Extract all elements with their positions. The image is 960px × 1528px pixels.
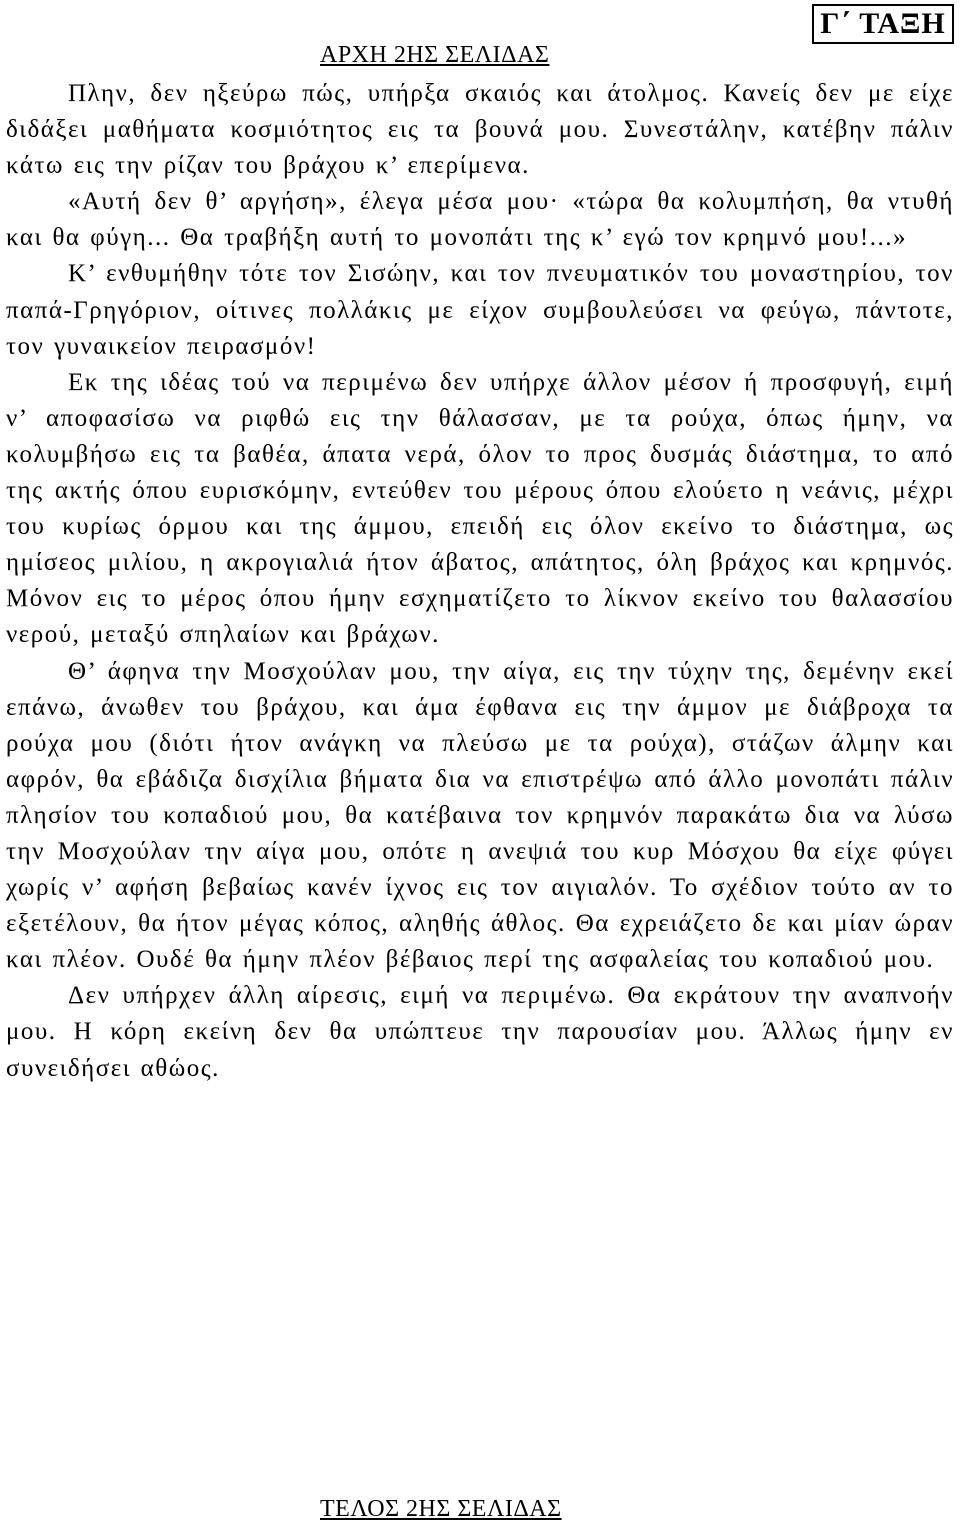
page-end-heading: ΤΕΛΟΣ 2ΗΣ ΣΕΛΙΔΑΣ [320,1496,562,1522]
passage-text [6,76,954,1087]
paragraph-6: Δεν υπήρχεν άλλη αίρεσις, ειμή να περιμένω. Θα εκράτουν την αναπνοήν μου. Η κόρη εκείνη δεν θα υπώπτευε την παρουσίαν μου. Άλλως ήμην εν συνειδήσει αθώος. [6,982,954,1082]
paragraph-2: «Αυτή δεν θ’ αργήση», έλεγα μέσα μου· «τώρα θα κολυμπήση, θα ντυθή και θα φύγη... Θα τραβήξη αυτή το μονοπάτι της κ’ εγώ τον κρημνό μου!...» [6,188,954,252]
paragraph-5: Θ’ άφηνα την Μοσχούλαν μου, την αίγα, εις την τύχην της, δεμένην εκεί επάνω, άνωθεν του βράχου, και άμα έφθανα εις την άμμον με διάβροχα τα ρούχα μου (διότι ήτον ανάγκη να πλεύσω με τα ρούχα), στάζων άλμην και αφρόν, θα εβάδιζα δισχίλια βήματα δια να επιστρέψω από άλλο μονοπάτι πάλιν πλησίον του κοπαδιού μου, θα κατέβαινα τον κρημνόν παρακάτω δια να λύσω την Μοσχούλαν την αίγα μου, οπότε η ανεψιά του κυρ Μόσχου θα είχε φύγει χωρίς ν’ αφήση βεβαίως κανέν ίχνος εις τον αιγιαλόν. Το σχέδιον τούτο αν το εξετέλουν, θα ήτον μέγας κόπος, αληθής άθλος. Θα εχρειάζετο δε και μίαν ώραν και πλέον. Ουδέ θα ήμην πλέον βέβαιος περί της ασφαλείας του κοπαδιού μου. [6,657,954,974]
paragraph-3: Κ’ ενθυμήθην τότε τον Σισώην, και τον πνευματικόν του μοναστηρίου, τον παπά-Γρηγόριον, οίτινες πολλάκις με είχον συμβουλεύσει να φεύγω, πάντοτε, τον γυναικείον πειρασμόν! [6,260,954,360]
paragraph-4: Εκ της ιδέας τού να περιμένω δεν υπήρχε άλλον μέσον ή προσφυγή, ειμή ν’ αποφασίσω να ριφθώ εις την θάλασσαν, με τα ρούχα, όπως ήμην, να κολυμβήσω εις τα βαθέα, άπατα νερά, όλον το προς δυσμάς διάστημα, το από της ακτής όπου ευρισκόμην, εντεύθεν του μέρους όπου ελούετο η νεάνις, μέχρι του κυρίως όρμου και της άμμου, επειδή εις όλον εκείνο το διάστημα, ως ημίσεος μιλίου, η ακρογιαλιά ήτον άβατος, απάτητος, όλη βράχος και κρημνός. Μόνον εις το μέρος όπου ήμην εσχηματίζετο το λίκνον εκείνο του θαλασσίου νερού, μεταξύ σπηλαίων και βράχων. [6,368,954,649]
grade-label-box: Γ΄ ΤΑΞΗ [812,4,954,44]
page-start-heading: ΑΡΧΗ 2ΗΣ ΣΕΛΙΔΑΣ [320,42,550,68]
paragraph-1: Πλην, δεν ηξεύρω πώς, υπήρξα σκαιός και άτολμος. Κανείς δεν με είχε διδάξει μαθήματα κοσμιότητος εις τα βουνά μου. Συνεστάλην, κατέβην πάλιν κάτω εις την ρίζαν του βράχου κ’ επερίμενα. [6,80,954,180]
